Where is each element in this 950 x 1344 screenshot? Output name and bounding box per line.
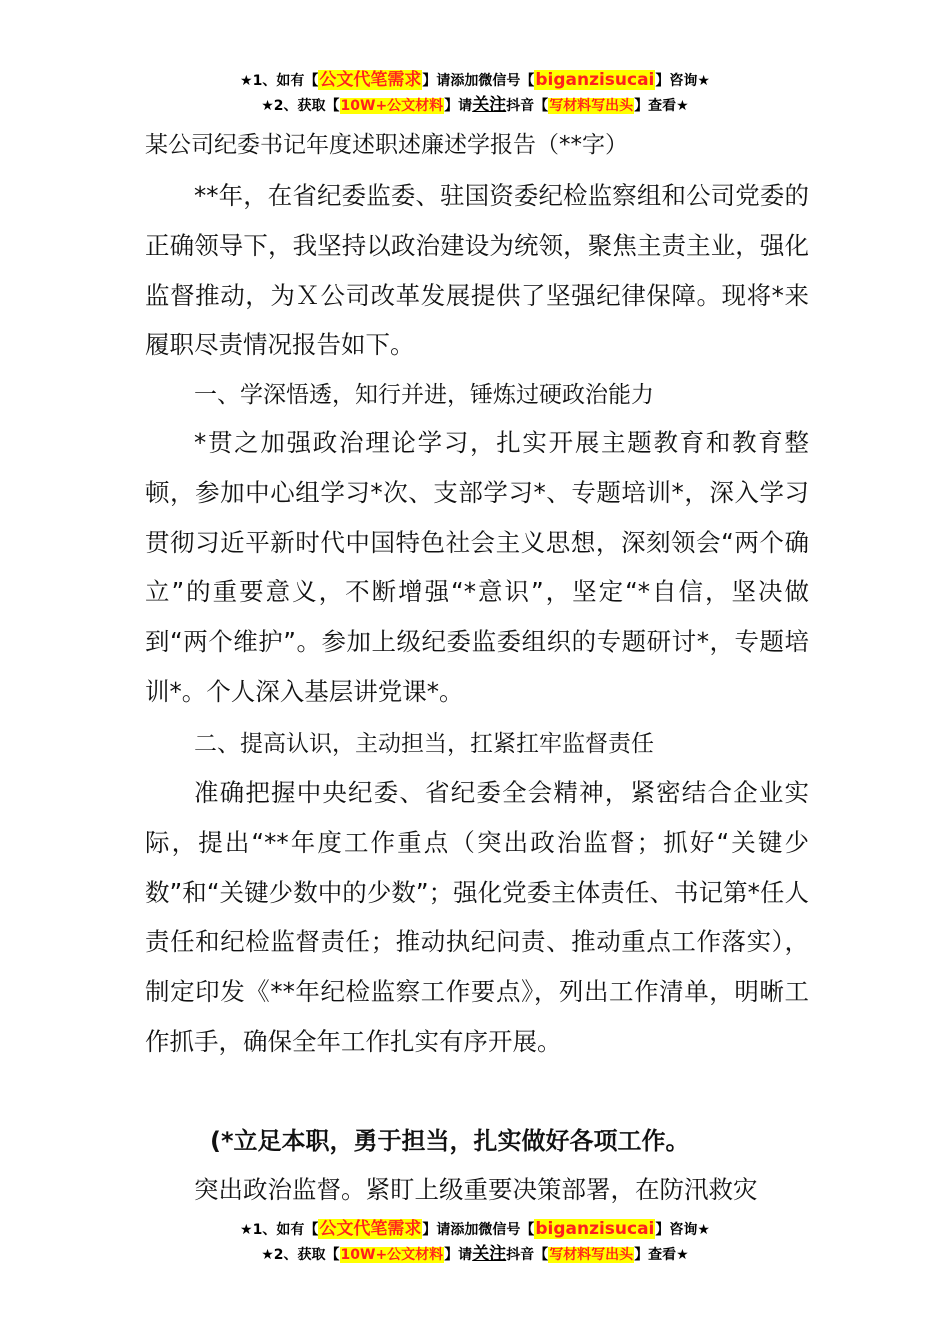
promo-highlight-douyin: 写材料写出头: [549, 98, 634, 114]
document-title: 某公司纪委书记年度述职述廉述学报告（**字）: [145, 132, 628, 158]
promo-text: 】请添加微信号【: [422, 73, 535, 89]
promo-highlight-douyin: 写材料写出头: [549, 1247, 634, 1263]
promo-text: 】查看★: [634, 98, 689, 114]
promo-highlight-wechat-id: biganzisucai: [535, 1219, 655, 1239]
promo-underlined-text: 关注: [472, 95, 507, 115]
promo-highlight-service: 公文代笔需求: [319, 70, 422, 90]
promo-text: 抖音【: [506, 1247, 549, 1263]
promo-highlight-materials: 10W+公文材料: [340, 98, 444, 114]
promo-highlight-service: 公文代笔需求: [319, 1219, 422, 1239]
promo-underlined-text: 关注: [472, 1244, 507, 1264]
promo-line-1: [0, 68, 950, 93]
promo-text: 】请: [444, 98, 473, 114]
section-heading-2: 二、提高认识，主动担当，扛紧扛牢监督责任: [194, 731, 654, 757]
promo-line-2: [0, 1242, 950, 1267]
promo-text: 】请: [444, 1247, 473, 1263]
promo-text: ★1、如有【: [240, 1222, 319, 1238]
promo-text: 】咨询★: [655, 73, 710, 89]
promo-highlight-wechat-id: biganzisucai: [535, 70, 655, 90]
top-promo-banner: [0, 68, 950, 118]
paragraph-section-3: 突出政治监督。紧盯上级重要决策部署，在防汛救灾: [194, 1175, 758, 1204]
paragraph-section-2: 准确把握中央纪委、省纪委全会精神，紧密结合企业实际，提出“**年度工作重点（突出政治监督；抓好“关键少数”和“关键少数中的少数”；强化党委主体责任、书记第*任人责任和纪检监督责任；推动执纪问责、推动重点工作落实），制定印发《**年纪检监察工作要点》，列出工作清单，明晰工作抓手，确保全年工作扎实有序开展。: [145, 778, 809, 1056]
promo-text: 抖音【: [506, 98, 549, 114]
section-heading-1: 一、学深悟透，知行并进，锤炼过硬政治能力: [194, 382, 654, 408]
promo-line-1: [0, 1217, 950, 1242]
promo-text: 】请添加微信号【: [422, 1222, 535, 1238]
promo-line-2: [0, 93, 950, 118]
paragraph-section-1: *贯之加强政治理论学习，扎实开展主题教育和教育整顿，参加中心组学习*次、支部学习*、专题培训*，深入学习贯彻习近平新时代中国特色社会主义思想，深刻领会“两个确立”的重要意义，不断增强“*意识”，坚定“*自信，坚决做到“两个维护”。参加上级纪委监委组织的专题研讨*，专题培训*。个人深入基层讲党课*。: [145, 428, 809, 706]
paragraph-intro: **年，在省纪委监委、驻国资委纪检监察组和公司党委的正确领导下，我坚持以政治建设为统领，聚焦主责主业，强化监督推动，为Ｘ公司改革发展提供了坚强纪律保障。现将*来履职尽责情况报告如下。: [145, 181, 809, 360]
promo-text: ★1、如有【: [240, 73, 319, 89]
promo-text: ★2、获取【: [261, 1247, 340, 1263]
promo-highlight-materials: 10W+公文材料: [340, 1247, 444, 1263]
promo-text: ★2、获取【: [261, 98, 340, 114]
promo-text: 】查看★: [634, 1247, 689, 1263]
promo-text: 】咨询★: [655, 1222, 710, 1238]
section-heading-3: (*立足本职，勇于担当，扎实做好各项工作。: [210, 1127, 690, 1155]
bottom-promo-banner: [0, 1217, 950, 1267]
